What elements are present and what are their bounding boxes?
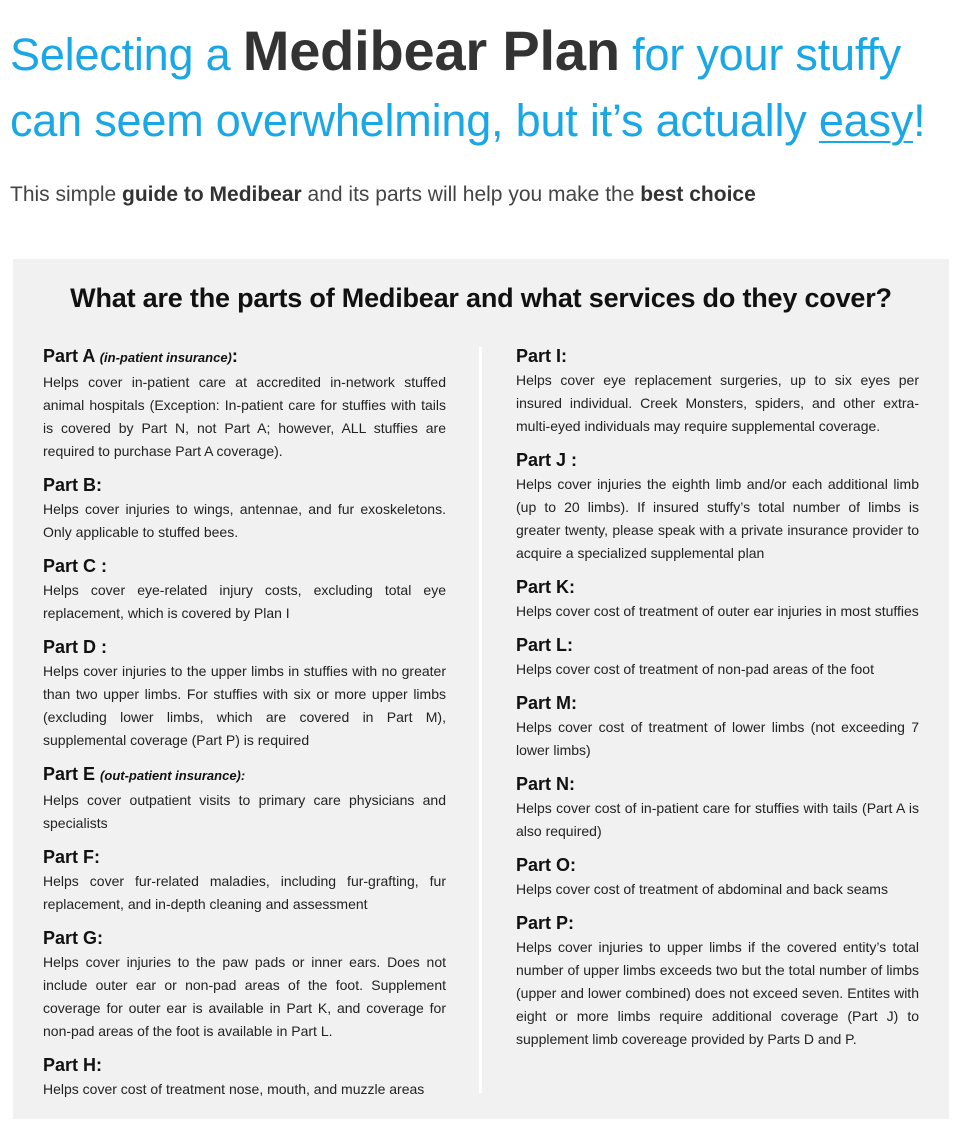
part-entry	[43, 761, 446, 835]
subline-bold-2: best choice	[640, 183, 756, 206]
part-entry	[516, 632, 919, 681]
part-title	[516, 447, 919, 473]
part-title	[43, 343, 446, 371]
part-description: Helps cover cost of treatment of outer ear injuries in most stuffies	[516, 603, 919, 619]
part-label: Part K:	[516, 577, 576, 597]
subheadline	[10, 180, 950, 210]
part-label: Part L:	[516, 635, 574, 655]
column-divider	[479, 347, 482, 1093]
panel-title: What are the parts of Medibear and what services do they cover?	[70, 283, 892, 313]
part-label: Part P:	[516, 913, 575, 933]
part-title	[43, 761, 446, 789]
part-description: Helps cover injuries to the paw pads or inner ears. Does not include outer ear or non-pad areas of the foot. Supplement coverage for outer ear is available in Part K, and coverage for non-pad areas of the foot is available in Part L.	[43, 954, 446, 1039]
part-description: Helps cover injuries to upper limbs if the covered entity’s total number of upper limbs exceeds two but the total number of limbs (upper and lower combined) does not exceed seven. Entites with eight or more limbs require additional coverage (Part J) to supplement limb covereage provided by Parts D and P.	[516, 939, 919, 1047]
part-entry	[43, 472, 446, 544]
part-title	[43, 472, 446, 498]
part-description: Helps cover cost of treatment of non-pad areas of the foot	[516, 661, 874, 677]
part-entry	[516, 574, 919, 623]
part-entry	[43, 844, 446, 916]
left-column	[43, 343, 446, 1110]
part-label: Part O:	[516, 855, 577, 875]
part-description: Helps cover fur-related maladies, including fur-grafting, fur replacement, and in-depth cleaning and assessment	[43, 873, 446, 912]
part-description: Helps cover cost of treatment nose, mouth, and muzzle areas	[43, 1081, 425, 1097]
part-title	[43, 1052, 446, 1078]
part-label: Part J :	[516, 450, 578, 470]
part-title	[516, 690, 919, 716]
part-entry	[43, 553, 446, 625]
part-note: (in-patient insurance)	[99, 350, 232, 365]
part-description: Helps cover cost of treatment of abdominal and back seams	[516, 881, 888, 897]
part-label: Part N:	[516, 774, 576, 794]
part-description: Helps cover outpatient visits to primary care physicians and specialists	[43, 792, 446, 831]
part-entry	[43, 1052, 446, 1101]
part-description: Helps cover eye replacement surgeries, up to six eyes per insured individual. Creek Monsters, spiders, and other extra-multi-eyed individuals may require supplemental coverage.	[516, 372, 919, 434]
part-description: Helps cover injuries to wings, antennae, and fur exoskeletons. Only applicable to stuffed bees.	[43, 501, 446, 540]
part-title	[516, 343, 919, 369]
part-entry	[516, 343, 919, 438]
part-title	[43, 634, 446, 660]
part-title	[516, 632, 919, 658]
headline-easy: easy	[818, 95, 914, 146]
part-label: Part F:	[43, 847, 101, 867]
right-column	[516, 343, 919, 1060]
part-note: (out-patient insurance):	[100, 768, 246, 783]
headline-text-2: for your stuffy can seem overwhelming, but it’s actually	[10, 29, 901, 146]
part-title	[516, 852, 919, 878]
part-label: Part A	[43, 346, 95, 366]
part-description: Helps cover injuries the eighth limb and/or each additional limb (up to 20 limbs). If insured stuffy’s total number of limbs is greater twenty, please speak with a private insurance provider to acquire a specialized supplemental plan	[516, 476, 919, 561]
part-title	[43, 925, 446, 951]
headline-end: !	[913, 95, 926, 146]
parts-panel	[13, 259, 949, 1119]
part-label: Part C :	[43, 556, 108, 576]
part-label: Part G:	[43, 928, 104, 948]
part-title	[516, 574, 919, 600]
part-description: Helps cover cost of treatment of lower limbs (not exceeding 7 lower limbs)	[516, 719, 919, 758]
part-entry	[516, 771, 919, 843]
part-label: Part M:	[516, 693, 578, 713]
part-title	[43, 553, 446, 579]
part-title	[43, 844, 446, 870]
headline-brand: Medibear Plan	[242, 19, 620, 82]
part-entry	[516, 447, 919, 565]
part-description: Helps cover cost of in-patient care for stuffies with tails (Part A is also required)	[516, 800, 919, 839]
part-description: Helps cover in-patient care at accredited in-network stuffed animal hospitals (Exception: In-patient care for stuffies with tails is covered by Part N, not Part A; however, ALL stuffies are required to purchase Part A coverage).	[43, 374, 446, 459]
subline-text-2: and its parts will help you make the	[301, 183, 641, 206]
part-entry	[516, 910, 919, 1051]
part-description: Helps cover eye-related injury costs, excluding total eye replacement, which is covered by Plan I	[43, 582, 446, 621]
part-entry	[43, 343, 446, 463]
part-label: Part D :	[43, 637, 108, 657]
part-suffix: :	[231, 346, 238, 366]
subline-bold-1: guide to Medibear	[122, 183, 302, 206]
part-label: Part I:	[516, 346, 568, 366]
headline	[10, 18, 955, 154]
part-title	[516, 771, 919, 797]
part-entry	[516, 852, 919, 901]
headline-text-1: Selecting a	[10, 29, 243, 80]
part-entry	[43, 634, 446, 752]
subline-text-1: This simple	[10, 183, 123, 206]
part-description: Helps cover injuries to the upper limbs in stuffies with no greater than two upper limbs. For stuffies with six or more upper limbs (excluding lower limbs, which are covered in Part M), supplemental coverage (Part P) is required	[43, 663, 446, 748]
part-entry	[43, 925, 446, 1043]
part-title	[516, 910, 919, 936]
part-label: Part E	[43, 764, 96, 784]
part-label: Part H:	[43, 1055, 103, 1075]
part-label: Part B:	[43, 475, 103, 495]
part-entry	[516, 690, 919, 762]
